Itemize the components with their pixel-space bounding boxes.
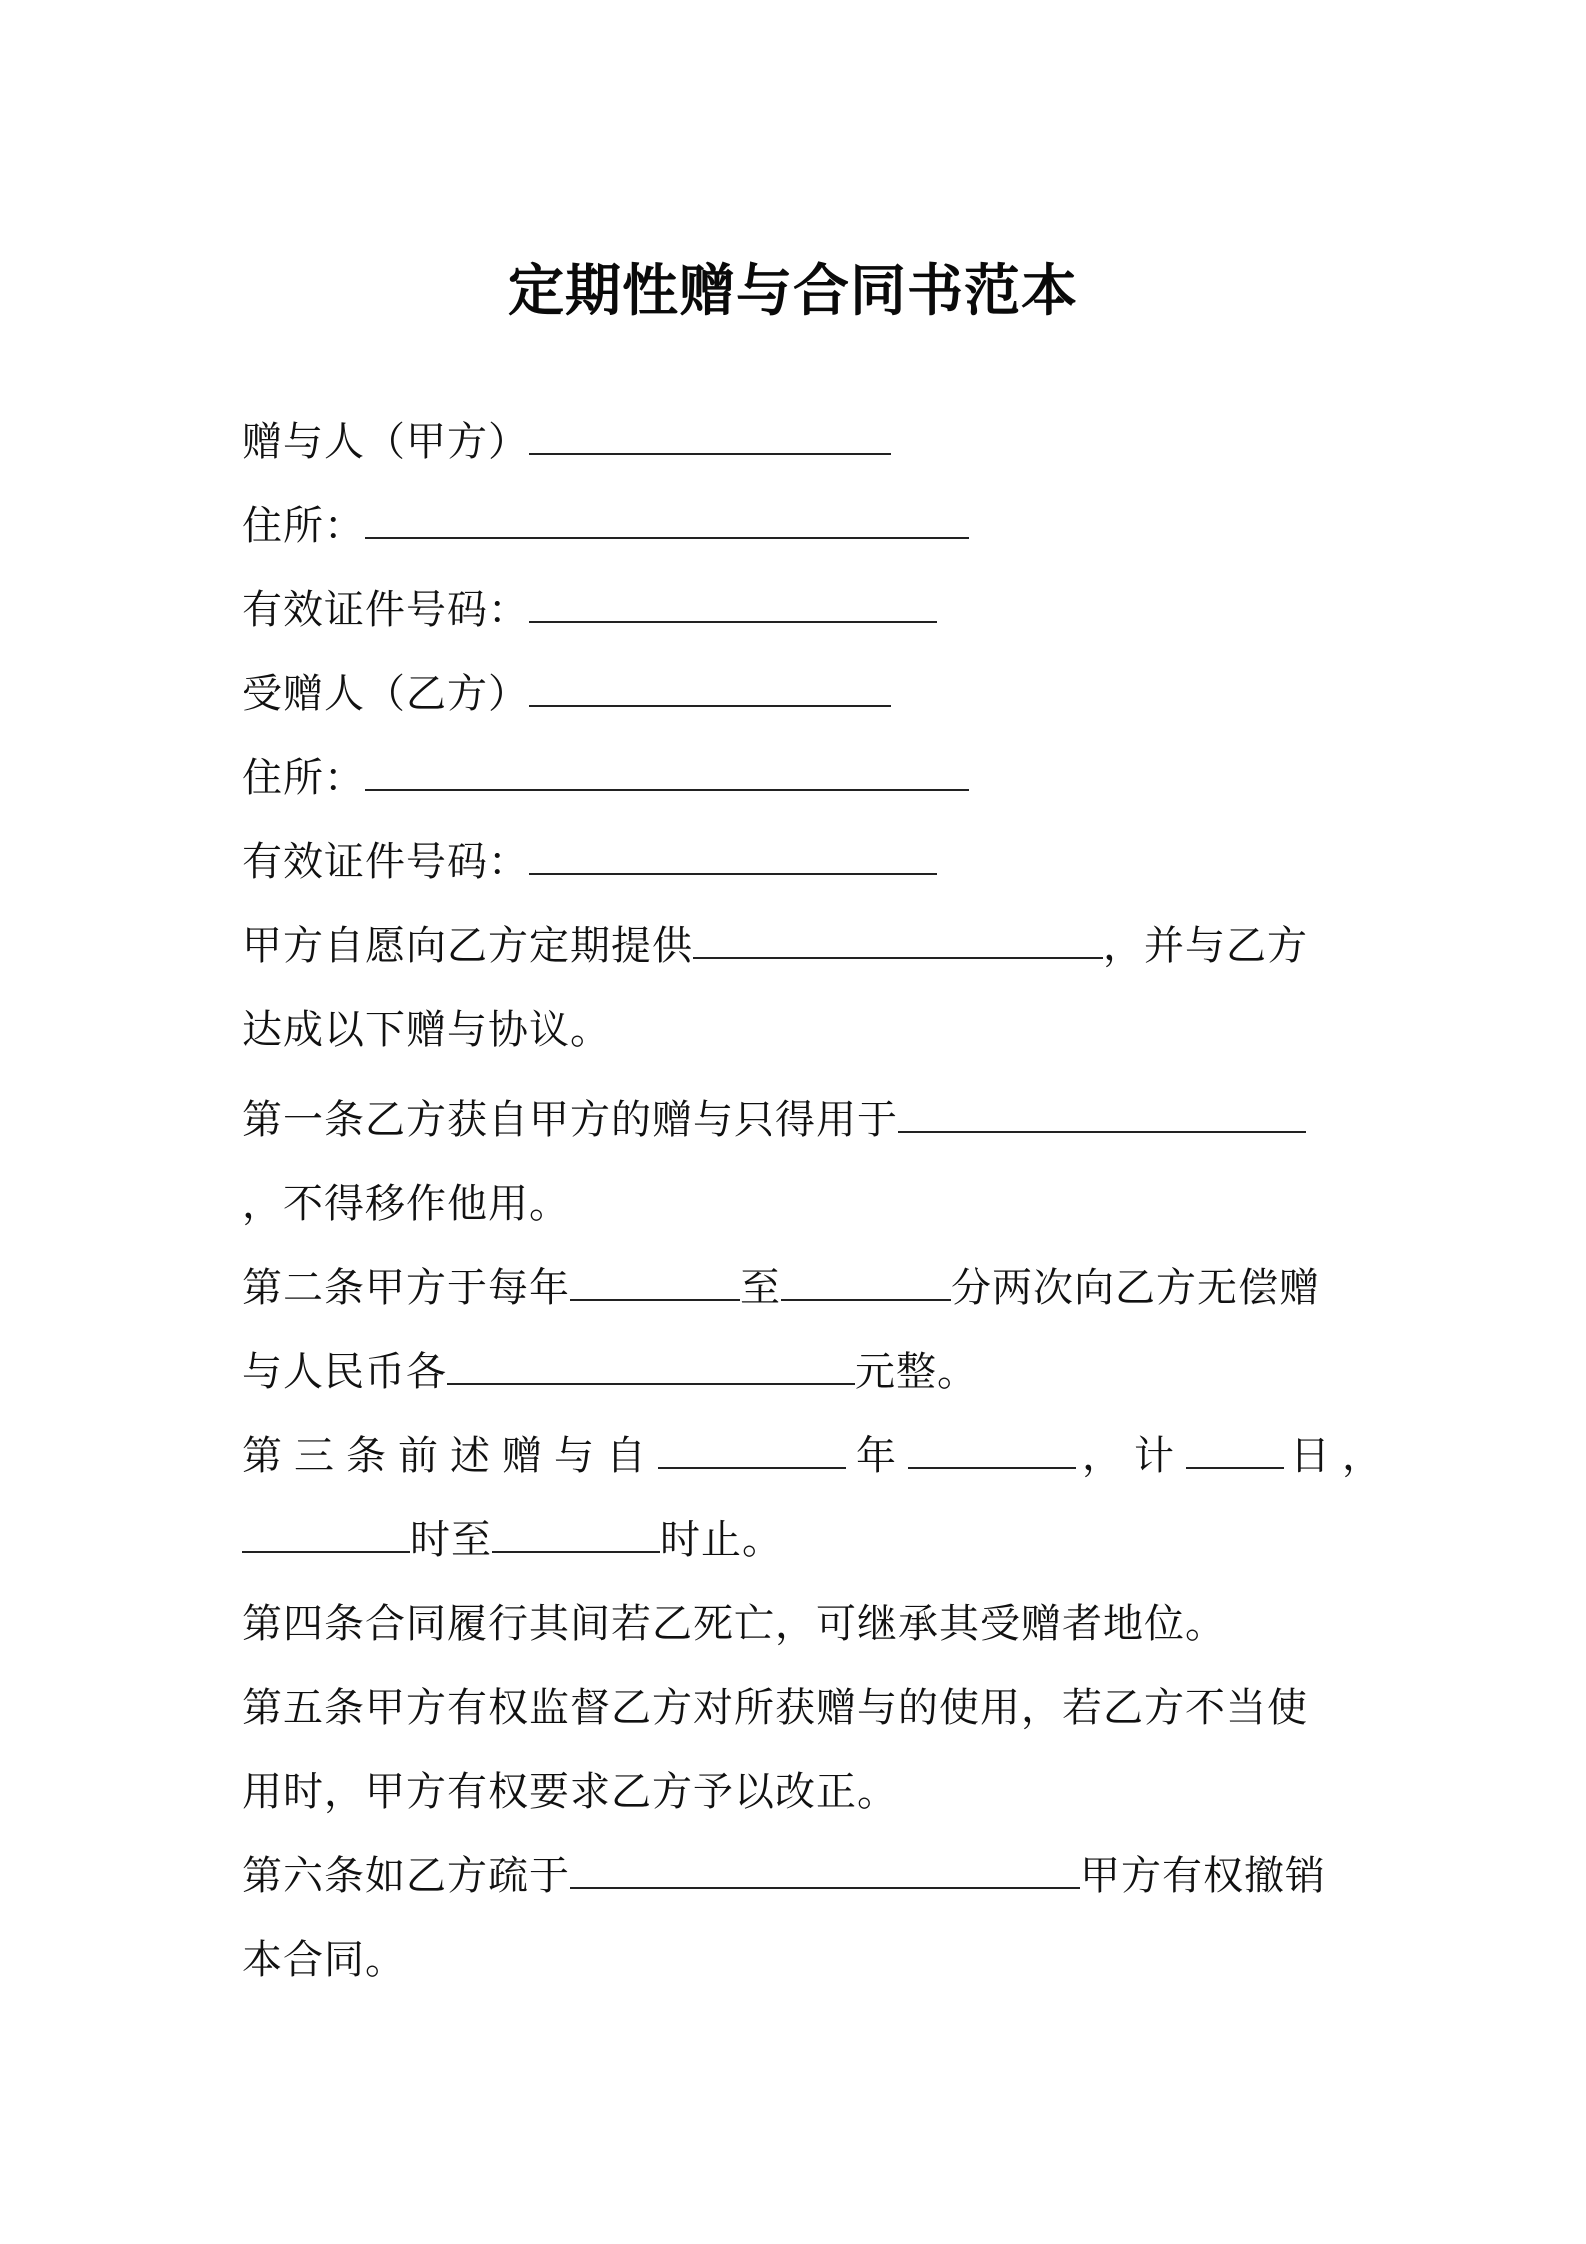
article-3-text-3: ，计 (1082, 1433, 1186, 1479)
donor-id-blank (529, 569, 937, 623)
donor-label: 赠与人（甲方） (242, 419, 529, 465)
article-3-text-5: 时至 (410, 1517, 492, 1563)
article-3-line-2 (242, 1498, 1362, 1582)
end-time-blank (492, 1499, 660, 1553)
first-date-blank (570, 1247, 740, 1301)
donee-label: 受赠人（乙方） (242, 671, 529, 717)
article-2-text-5: 元整。 (855, 1349, 978, 1395)
article-3-text-2: 年 (856, 1433, 908, 1479)
neglect-blank (570, 1835, 1080, 1889)
article-2-text-1: 第二条甲方于每年 (242, 1265, 570, 1311)
article-2-line-2 (242, 1330, 1362, 1414)
article-1-line-1 (242, 1078, 1362, 1162)
article-2-text-4: 与人民币各 (242, 1349, 447, 1395)
days-blank (1186, 1415, 1284, 1469)
article-4-text: 第四条合同履行其间若乙死亡，可继承其受赠者地位。 (242, 1601, 1226, 1647)
donor-address-line (242, 484, 1362, 568)
article-6-line-1 (242, 1834, 1362, 1918)
donee-address-line (242, 736, 1362, 820)
second-date-blank (781, 1247, 951, 1301)
donor-name-blank (529, 401, 891, 455)
preamble-text-2: ，并与乙方 (1103, 923, 1308, 969)
donee-id-line (242, 820, 1362, 904)
start-time-blank (242, 1499, 410, 1553)
donor-id-line (242, 568, 1362, 652)
article-6-text-2: 甲方有权撤销 (1080, 1853, 1326, 1899)
donee-name-blank (529, 653, 891, 707)
donee-id-blank (529, 821, 937, 875)
article-6-line-2 (242, 1918, 1362, 2002)
article-3-text-4: 日， (1290, 1433, 1394, 1479)
article-6-text-3: 本合同。 (242, 1937, 406, 1983)
preamble-line-1 (242, 904, 1362, 988)
article-3-text-6: 时止。 (660, 1517, 783, 1563)
article-2-text-3: 分两次向乙方无偿赠 (951, 1265, 1320, 1311)
article-3-text-1: 第三条前述赠与自 (242, 1433, 658, 1479)
amount-blank (447, 1331, 855, 1385)
donor-address-blank (365, 485, 969, 539)
article-3-line-1 (242, 1414, 1394, 1498)
article-2-text-2: 至 (740, 1265, 781, 1311)
donee-address-label: 住所： (242, 755, 365, 801)
preamble-text-3: 达成以下赠与协议。 (242, 1007, 611, 1053)
donor-id-label: 有效证件号码： (242, 587, 529, 633)
article-1-text: 第一条乙方获自甲方的赠与只得用于 (242, 1097, 898, 1143)
article-2-line-1 (242, 1246, 1362, 1330)
article-1-text-2: ，不得移作他用。 (242, 1181, 570, 1227)
article-5-line-1 (242, 1666, 1362, 1750)
donor-line (242, 400, 1362, 484)
article-1-line-2 (242, 1162, 1362, 1246)
start-date-blank (908, 1415, 1076, 1469)
donee-address-blank (365, 737, 969, 791)
usage-purpose-blank (898, 1079, 1306, 1133)
document-title: 定期性赠与合同书范本 (508, 259, 1078, 324)
article-5-text-1: 第五条甲方有权监督乙方对所获赠与的使用，若乙方不当使 (242, 1685, 1308, 1731)
article-6-text-1: 第六条如乙方疏于 (242, 1853, 570, 1899)
article-5-text-2: 用时，甲方有权要求乙方予以改正。 (242, 1769, 898, 1815)
donee-id-label: 有效证件号码： (242, 839, 529, 885)
start-year-blank (658, 1415, 846, 1469)
donor-address-label: 住所： (242, 503, 365, 549)
article-4-line (242, 1582, 1362, 1666)
donee-line (242, 652, 1362, 736)
preamble-line-2 (242, 988, 1362, 1072)
article-5-line-2 (242, 1750, 1362, 1834)
preamble-text-1: 甲方自愿向乙方定期提供 (242, 923, 693, 969)
gift-content-blank (693, 905, 1103, 959)
